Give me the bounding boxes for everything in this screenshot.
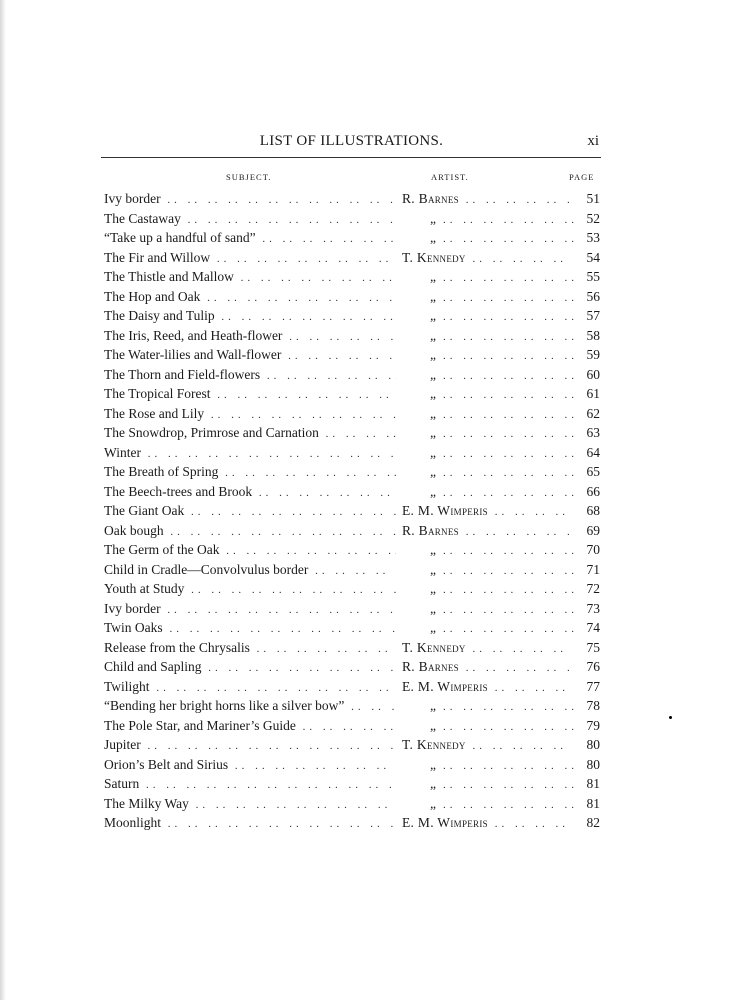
illustration-subject: The Daisy and Tulip .. .. [104,306,396,328]
illustration-subject: Jupiter .. .. [104,735,396,757]
illustration-artist: „ .. .. [402,423,574,445]
list-item [104,228,600,248]
illustration-artist: „ .. .. [402,755,574,777]
illustration-page: 56 [586,288,600,304]
illustration-artist: E. M. Wimperis .. .. [402,813,574,835]
list-item [104,618,600,638]
illustration-artist: „ .. .. [402,540,574,562]
illustration-page: 80 [586,737,600,752]
list-item [104,267,600,287]
list-item [104,579,600,599]
print-speck [669,716,672,719]
illustration-subject: Moonlight .. .. [104,813,396,835]
illustration-artist: „ .. .. [402,287,574,309]
list-item [104,482,600,502]
list-item [104,638,600,658]
illustration-page: 59 [586,347,600,362]
column-header-artist: ARTIST. [431,172,469,182]
illustration-subject: The Castaway .. .. [104,209,396,231]
illustration-page: 53 [586,230,600,245]
list-item [104,794,600,814]
list-item [104,774,600,794]
list-item [104,677,600,697]
illustration-subject: Twin Oaks .. .. [104,618,396,640]
illustration-page: 75 [586,639,600,655]
illustration-page: 61 [586,386,600,401]
illustration-subject: Child in Cradle—Convolvulus border .. .. [104,560,396,582]
illustration-artist: „ .. .. [402,696,574,718]
illustration-page: 66 [586,483,600,499]
illustration-page: 77 [586,678,600,694]
illustration-page: 52 [586,210,600,226]
illustration-artist: „ .. .. [402,345,574,367]
illustration-artist: „ .. .. [402,365,574,387]
illustration-artist: R. Barnes .. .. [402,657,574,679]
illustration-subject: Winter .. .. [104,443,396,465]
illustration-artist: „ .. .. [402,326,574,348]
illustration-page: 71 [586,561,600,577]
illustration-subject: Orion’s Belt and Sirius .. .. [104,755,396,777]
illustration-page: 60 [586,366,600,382]
page-title: LIST OF ILLUSTRATIONS. [259,133,444,149]
page-number: xi [587,133,599,149]
illustration-page: 81 [586,795,600,811]
illustration-page: 62 [586,405,600,421]
illustration-subject: The Tropical Forest .. .. [104,384,396,406]
list-item [104,287,600,307]
illustration-page: 51 [586,191,600,206]
list-item [104,384,600,404]
list-item [104,560,600,580]
illustration-artist: „ .. .. [402,618,574,640]
illustration-artist: E. M. Wimperis .. .. [402,677,574,699]
illustration-page: 64 [586,444,600,460]
illustrations-list [104,189,600,833]
list-item [104,345,600,365]
illustration-page: 69 [586,522,600,538]
illustration-artist: „ .. .. [402,306,574,328]
illustration-artist: R. Barnes .. .. [402,521,574,543]
list-item [104,248,600,268]
illustration-subject: The Beech-trees and Brook .. .. [104,482,396,504]
list-item [104,462,600,482]
illustration-artist: „ .. .. [402,599,574,621]
illustration-artist: „ .. .. [402,579,574,601]
illustration-subject: The Fir and Willow .. .. [104,248,396,270]
list-item [104,306,600,326]
illustration-page: 79 [586,717,600,733]
illustration-subject: Child and Sapling .. .. [104,657,396,679]
illustration-page: 78 [586,698,600,713]
illustration-page: 68 [586,503,600,518]
illustration-artist: „ .. .. [402,228,574,250]
illustration-page: 76 [586,659,600,674]
list-item [104,501,600,521]
illustration-artist: „ .. .. [402,560,574,582]
illustration-artist: „ .. .. [402,384,574,406]
list-item [104,599,600,619]
header-rule [101,157,601,158]
illustration-subject: Oak bough .. .. [104,521,396,543]
list-item [104,521,600,541]
list-item [104,365,600,385]
list-item [104,326,600,346]
page-edge-shadow [0,0,6,1000]
illustration-subject: The Pole Star, and Mariner’s Guide .. .. [104,716,396,738]
list-item [104,813,600,833]
illustration-artist: T. Kennedy .. .. [402,735,574,757]
illustration-artist: „ .. .. [402,482,574,504]
illustration-page: 54 [586,249,600,265]
illustration-subject: Release from the Chrysalis .. .. [104,638,396,660]
illustration-page: 57 [586,308,600,323]
illustration-artist: „ .. .. [402,774,574,796]
illustration-page: 73 [586,600,600,616]
illustration-subject: “Take up a handful of sand” .. .. [104,228,396,250]
illustration-subject: The Germ of the Oak .. .. [104,540,396,562]
illustration-subject: The Thorn and Field-flowers .. .. [104,365,396,387]
illustration-subject: The Snowdrop, Primrose and Carnation .. .. [104,423,396,445]
illustration-page: 72 [586,581,600,596]
column-header-page: PAGE [569,172,595,182]
running-header [104,131,599,153]
illustration-artist: E. M. Wimperis .. .. [402,501,574,523]
illustration-page: 70 [586,542,600,557]
list-item [104,540,600,560]
illustration-artist: T. Kennedy .. .. [402,638,574,660]
illustration-page: 81 [586,776,600,791]
list-item [104,189,600,209]
illustration-subject: Ivy border .. .. [104,189,396,211]
illustration-page: 74 [586,620,600,635]
illustration-subject: The Iris, Reed, and Heath-flower .. .. [104,326,396,348]
list-item [104,716,600,736]
list-item [104,404,600,424]
illustration-page: 55 [586,269,600,284]
illustration-subject: The Hop and Oak .. .. [104,287,396,309]
illustration-artist: „ .. .. [402,443,574,465]
illustration-artist: „ .. .. [402,404,574,426]
list-item [104,696,600,716]
list-item [104,755,600,775]
list-item [104,657,600,677]
list-item [104,423,600,443]
illustration-artist: „ .. .. [402,462,574,484]
illustration-subject: The Giant Oak .. .. [104,501,396,523]
illustration-subject: Ivy border .. .. [104,599,396,621]
list-item [104,209,600,229]
illustration-artist: „ .. .. [402,209,574,231]
illustration-subject: “Bending her bright horns like a silver bow” .. .. [104,696,396,718]
illustration-page: 82 [586,815,600,830]
illustration-subject: Youth at Study .. .. [104,579,396,601]
illustration-artist: „ .. .. [402,716,574,738]
illustration-subject: The Rose and Lily .. .. [104,404,396,426]
illustration-page: 80 [586,756,600,772]
illustration-page: 58 [586,327,600,343]
illustration-artist: T. Kennedy .. .. [402,248,574,270]
illustration-artist: „ .. .. [402,267,574,289]
illustration-page: 63 [586,425,600,440]
illustration-artist: „ .. .. [402,794,574,816]
list-item [104,443,600,463]
illustration-subject: The Water-lilies and Wall-flower .. .. [104,345,396,367]
illustration-subject: The Thistle and Mallow .. .. [104,267,396,289]
list-item [104,735,600,755]
illustration-artist: R. Barnes .. .. [402,189,574,211]
illustration-subject: Twilight .. .. [104,677,396,699]
illustration-subject: The Breath of Spring .. .. [104,462,396,484]
illustration-subject: The Milky Way .. .. [104,794,396,816]
illustration-subject: Saturn .. .. [104,774,396,796]
illustration-page: 65 [586,464,600,479]
column-header-subject: SUBJECT. [226,172,272,182]
